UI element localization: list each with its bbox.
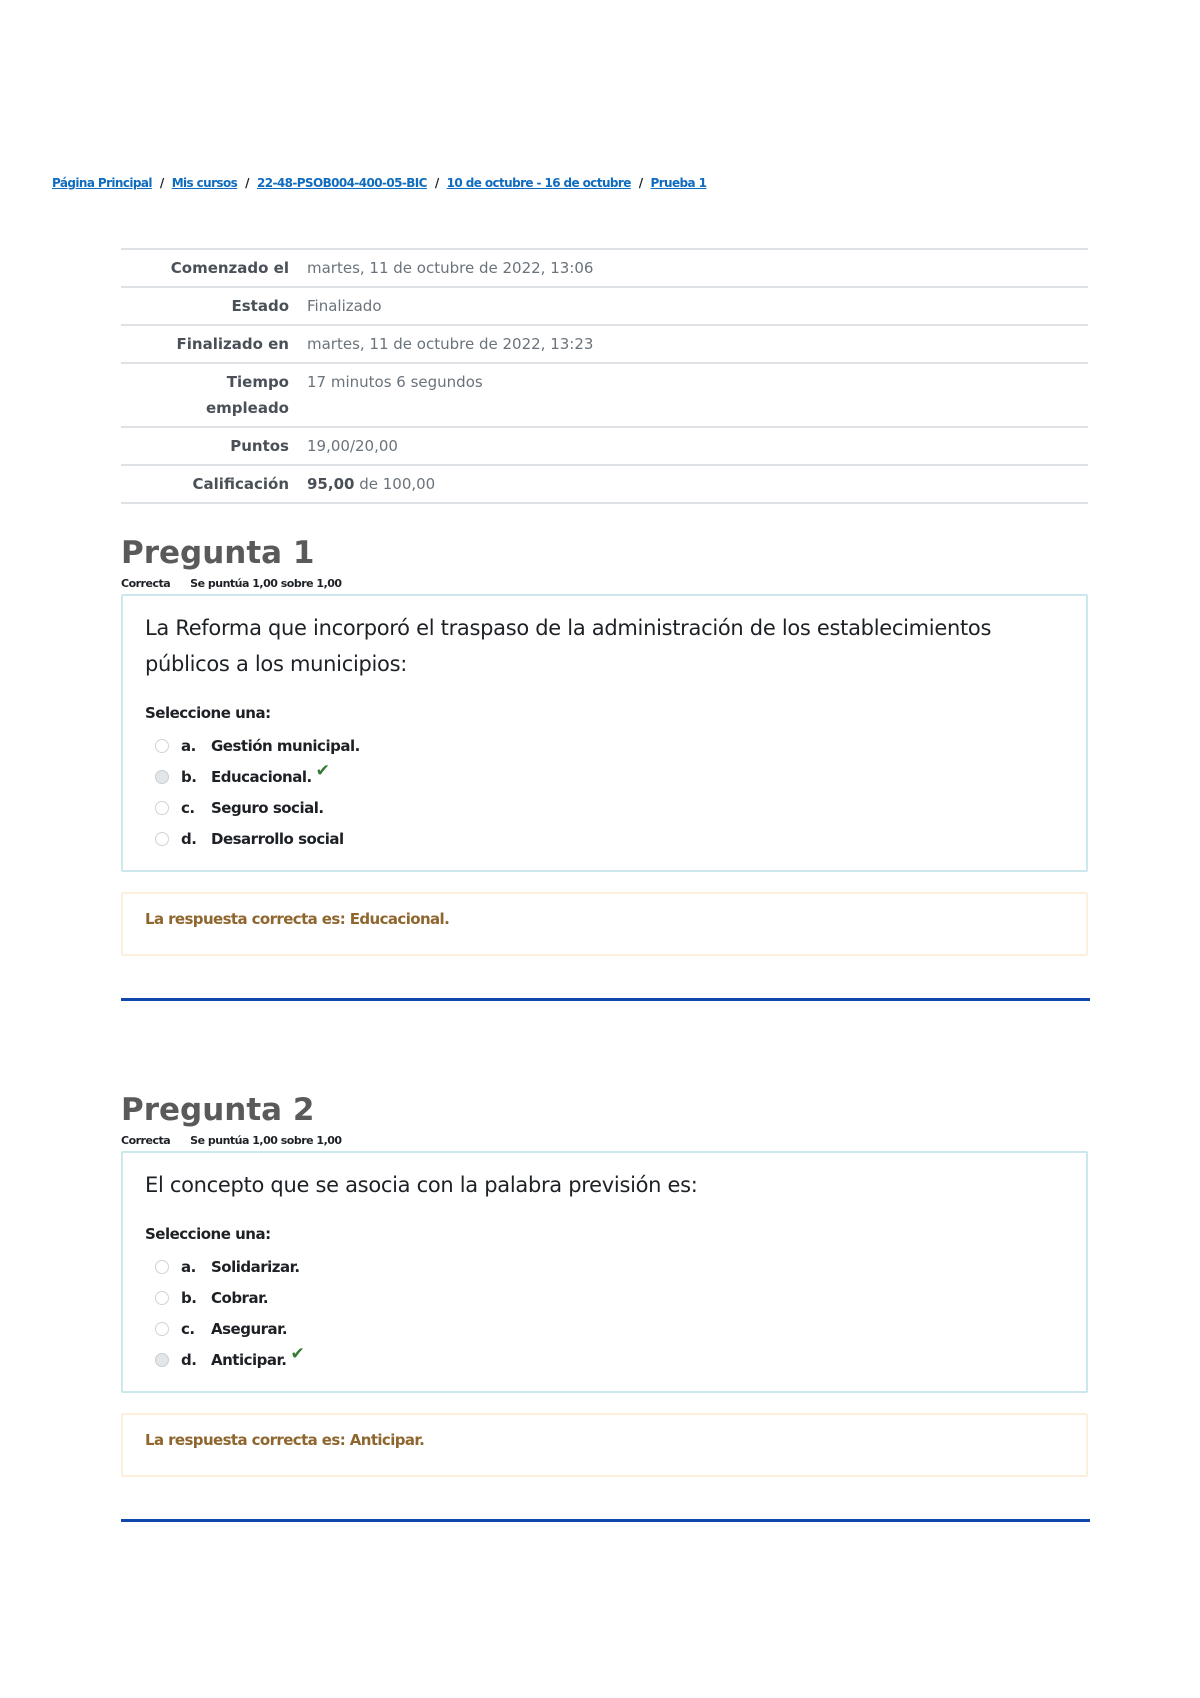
radio-button[interactable] xyxy=(155,1322,169,1336)
option-letter: a. xyxy=(181,1257,196,1276)
summary-label xyxy=(121,363,307,427)
question-score: Se puntúa 1,00 sobre 1,00 xyxy=(190,1134,342,1147)
question-meta xyxy=(121,1134,1088,1147)
summary-row-started xyxy=(121,249,1088,287)
question-status: Correcta xyxy=(121,577,171,590)
option-text: Asegurar. xyxy=(211,1319,288,1338)
option-text: Cobrar. xyxy=(211,1288,269,1307)
option-text: Seguro social. xyxy=(211,798,324,817)
grade-score: 95,00 xyxy=(307,475,355,493)
summary-value: martes, 11 de octubre de 2022, 13:06 xyxy=(307,259,594,277)
question-divider xyxy=(121,1519,1090,1522)
attempt-summary-table xyxy=(121,248,1088,504)
summary-label: Puntos xyxy=(230,437,289,455)
breadcrumb-quiz-link[interactable]: Prueba 1 xyxy=(650,176,707,190)
option-letter: c. xyxy=(181,798,195,817)
question-text: La Reforma que incorporó el traspaso de la administración de los establecimientos públicos a los municipios: xyxy=(145,616,992,676)
summary-row-finished xyxy=(121,325,1088,363)
summary-label: Estado xyxy=(231,297,289,315)
summary-value: 19,00/20,00 xyxy=(307,437,398,455)
breadcrumb xyxy=(52,176,706,190)
question-box xyxy=(121,1151,1088,1393)
option-text: Desarrollo social xyxy=(211,829,344,848)
radio-button[interactable] xyxy=(155,832,169,846)
question-score: Se puntúa 1,00 sobre 1,00 xyxy=(190,577,342,590)
question-status: Correcta xyxy=(121,1134,171,1147)
answer-option-a[interactable] xyxy=(145,1251,1064,1282)
summary-value: 17 minutos 6 segundos xyxy=(307,373,483,391)
option-letter: d. xyxy=(181,829,197,848)
correct-answer-feedback: La respuesta correcta es: Educacional. xyxy=(121,892,1088,956)
answer-option-c[interactable] xyxy=(145,1313,1064,1344)
check-icon: ✔ xyxy=(315,760,330,781)
radio-button[interactable] xyxy=(155,801,169,815)
breadcrumb-separator: / xyxy=(434,176,439,190)
question-box xyxy=(121,594,1088,872)
radio-button[interactable] xyxy=(155,1291,169,1305)
breadcrumb-week-link[interactable]: 10 de octubre - 16 de octubre xyxy=(446,176,631,190)
summary-label: Finalizado en xyxy=(176,335,289,353)
question-1 xyxy=(121,535,1088,1001)
answer-prompt: Seleccione una: xyxy=(145,704,271,722)
summary-label: Comenzado el xyxy=(170,259,289,277)
question-2 xyxy=(121,1092,1088,1522)
summary-value: Finalizado xyxy=(307,297,382,315)
question-divider xyxy=(121,998,1090,1001)
option-text: Solidarizar. xyxy=(211,1257,300,1276)
breadcrumb-separator: / xyxy=(638,176,643,190)
answer-prompt: Seleccione una: xyxy=(145,1225,271,1243)
answer-option-a[interactable] xyxy=(145,730,1064,761)
radio-button-selected[interactable] xyxy=(155,770,169,784)
question-title: Pregunta 1 xyxy=(121,535,315,571)
option-text: Educacional. xyxy=(211,767,312,786)
radio-button[interactable] xyxy=(155,739,169,753)
summary-row-grade xyxy=(121,465,1088,503)
answer-option-d[interactable] xyxy=(145,1344,1064,1375)
summary-label-line: Tiempo xyxy=(226,373,289,391)
breadcrumb-separator: / xyxy=(159,176,164,190)
summary-row-state xyxy=(121,287,1088,325)
summary-row-points xyxy=(121,427,1088,465)
summary-label: Calificación xyxy=(192,475,289,493)
answer-option-b[interactable] xyxy=(145,1282,1064,1313)
question-text: El concepto que se asocia con la palabra previsión es: xyxy=(145,1173,698,1197)
option-letter: b. xyxy=(181,767,197,786)
question-meta xyxy=(121,577,1088,590)
correct-answer-feedback: La respuesta correcta es: Anticipar. xyxy=(121,1413,1088,1477)
check-icon: ✔ xyxy=(290,1343,305,1364)
summary-row-time xyxy=(121,363,1088,427)
option-text: Anticipar. xyxy=(211,1350,287,1369)
option-letter: b. xyxy=(181,1288,197,1307)
answer-option-d[interactable] xyxy=(145,823,1064,854)
option-letter: a. xyxy=(181,736,196,755)
answer-option-b[interactable] xyxy=(145,761,1064,792)
radio-button[interactable] xyxy=(155,1260,169,1274)
summary-value xyxy=(307,465,1088,503)
breadcrumb-separator: / xyxy=(245,176,249,190)
breadcrumb-home-link[interactable]: Página Principal xyxy=(52,176,152,190)
grade-total: de 100,00 xyxy=(354,475,436,493)
radio-button-selected[interactable] xyxy=(155,1353,169,1367)
option-letter: c. xyxy=(181,1319,195,1338)
summary-value: martes, 11 de octubre de 2022, 13:23 xyxy=(307,335,594,353)
breadcrumb-course-link[interactable]: 22-48-PSOB004-400-05-BIC xyxy=(256,176,427,190)
option-text: Gestión municipal. xyxy=(211,736,360,755)
answer-option-c[interactable] xyxy=(145,792,1064,823)
option-letter: d. xyxy=(181,1350,197,1369)
summary-label-line: empleado xyxy=(205,399,289,417)
breadcrumb-my-courses-link[interactable]: Mis cursos xyxy=(171,176,238,190)
question-title: Pregunta 2 xyxy=(121,1092,315,1128)
